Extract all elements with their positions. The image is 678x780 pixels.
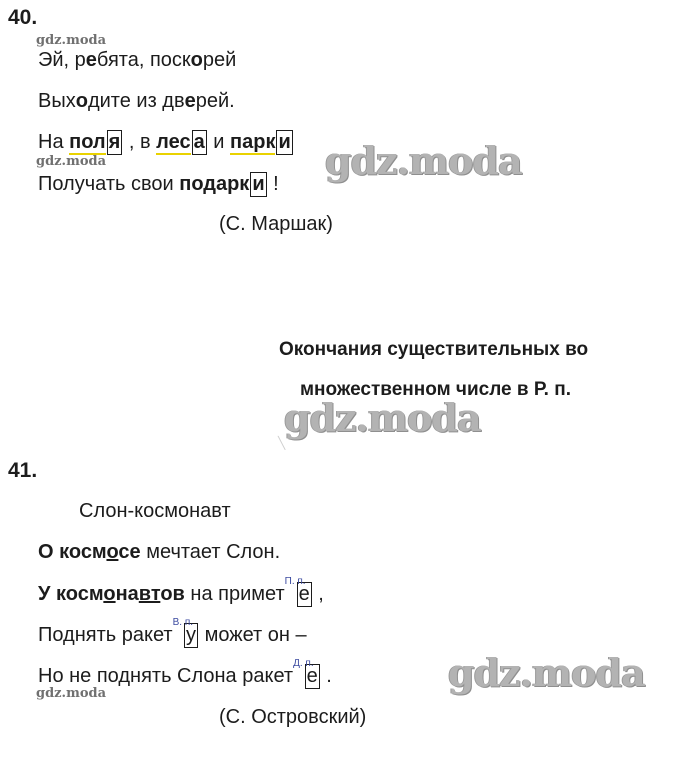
watermark-small: gdz.moda: [36, 686, 107, 701]
underlined-letter: о: [103, 583, 116, 605]
highlight-letter: о: [190, 49, 203, 71]
text: , в: [123, 131, 157, 153]
watermark-large: gdz.moda: [325, 138, 522, 183]
text: может он –: [199, 624, 307, 646]
underlined-letters: вт: [138, 583, 161, 605]
highlight-letter: е: [184, 90, 196, 112]
poem-source: (С. Островский): [219, 706, 367, 728]
case-label: Д. п.: [293, 658, 314, 669]
text: на примет: [184, 583, 285, 605]
word-part: У косм: [38, 583, 104, 605]
word-part: О косм: [38, 541, 107, 563]
text: Эй, р: [38, 49, 86, 71]
text: рей: [202, 49, 237, 71]
poem-line: [38, 172, 279, 197]
word-stem: парк: [230, 131, 276, 153]
word-stem: пол: [69, 131, 106, 153]
case-label: В. п.: [172, 617, 194, 628]
text: дите из дв: [87, 90, 185, 112]
text: бята, поск: [96, 49, 191, 71]
decorative-ticks: ╲: [278, 436, 286, 450]
ending-box: а: [193, 131, 205, 153]
text: Вых: [38, 90, 76, 112]
highlight-letter: е: [85, 49, 97, 71]
text: и: [207, 131, 231, 153]
watermark-large: gdz.moda: [448, 650, 645, 695]
word-part: ов: [160, 583, 185, 605]
watermark-small: gdz.moda: [36, 154, 107, 169]
word-part: се: [118, 541, 141, 563]
poem-line: [38, 541, 280, 564]
text: мечтает Слон.: [140, 541, 281, 563]
exercise-number-40: 40.: [8, 6, 38, 29]
ending-box: и: [278, 131, 291, 153]
highlight-letter: о: [75, 90, 88, 112]
poem-title: Слон-космонавт: [79, 500, 231, 522]
text: На: [38, 131, 70, 153]
ending-box: и: [252, 173, 265, 195]
watermark-small: gdz.moda: [36, 33, 107, 48]
text: рей.: [195, 90, 235, 112]
word-part: на: [115, 583, 139, 605]
ending-box: е: [298, 583, 310, 605]
word-stem: подарк: [179, 173, 250, 195]
underlined-letter: о: [106, 541, 119, 563]
ending-box: е: [306, 665, 318, 687]
ending-box: я: [108, 131, 121, 153]
poem-line: [38, 90, 235, 113]
poem-line: [38, 49, 236, 72]
text: ,: [312, 583, 324, 605]
text: .: [320, 665, 332, 687]
watermark-large: gdz.moda: [284, 395, 481, 440]
text: Поднять ракет: [38, 624, 173, 646]
text: Получать свои: [38, 173, 180, 195]
case-label: П. п.: [284, 576, 306, 587]
poem-line: [38, 130, 294, 155]
poem-line: [38, 617, 307, 648]
text: !: [267, 173, 279, 195]
poem-source: (С. Маршак): [219, 213, 333, 235]
rule-heading-line1: Окончания существительных во: [279, 339, 589, 360]
text: Но не поднять Слона ракет: [38, 665, 294, 687]
poem-line: [38, 576, 324, 607]
exercise-number-41: 41.: [8, 459, 38, 482]
ending-box: у: [186, 624, 197, 646]
word-stem: лес: [156, 131, 191, 153]
rule-heading-line2: множественном числе в Р. п.: [300, 379, 571, 400]
